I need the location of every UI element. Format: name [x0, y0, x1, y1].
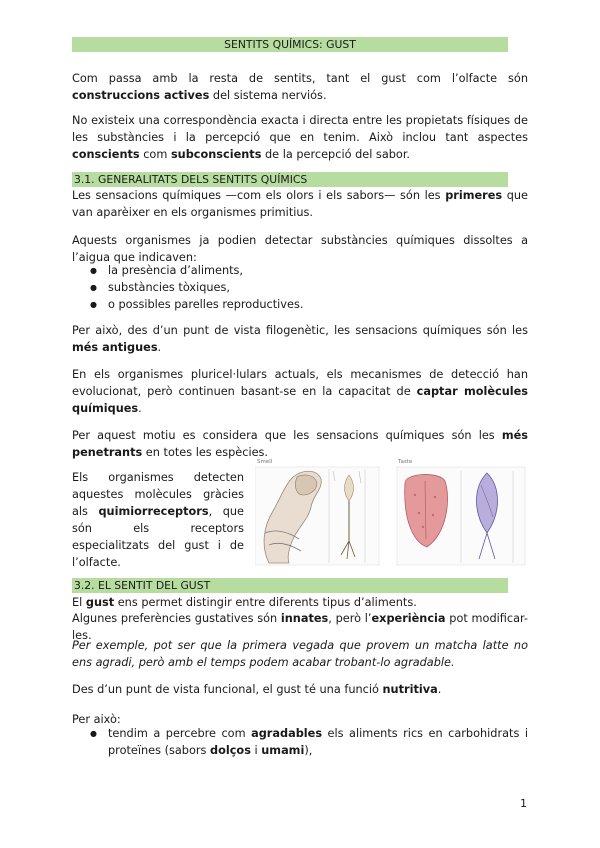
section2-paragraph-1: El gust ens permet distingir entre diferents tipus d’aliments.: [72, 596, 417, 609]
chemoreceptors-figure: [255, 455, 527, 567]
section1-paragraph-2: Aquests organismes ja podien detectar substàncies químiques dissoltes a l’aigua que indicaven:: [72, 234, 528, 264]
taste-illustration: [397, 467, 525, 565]
section-heading-3-1: 3.1. GENERALITATS DELS SENTITS QUÍMICS: [72, 172, 508, 187]
section1-paragraph-3: Per això, des d’un punt de vista filogenètic, les sensacions químiques són les més antigues.: [72, 324, 528, 354]
section2-example-paragraph: Per exemple, pot ser que la primera vegada que provem un matcha latte no ens agradi, però amb el temps podem acabar trobant-lo agradable.: [72, 639, 528, 669]
smell-illustration: [255, 467, 379, 565]
intro-paragraph-1: Com passa amb la resta de sentits, tant el gust com l’olfacte són construccions actives del sistema nerviós.: [72, 72, 528, 102]
section2-paragraph-5: Per això:: [72, 713, 121, 726]
list-item: ● o possibles parelles reproductives.: [90, 296, 510, 313]
intro-paragraph-2: No existeix una correspondència exacta i directa entre les propietats físiques de les substàncies i la percepció que en tenim. Això inclou tant aspectes conscients com subconscients de la percepció del sabor.: [72, 114, 528, 161]
section1-paragraph-5: Per aquest motiu es considera que les sensacions químiques són les més penetrants en totes les espècies.: [72, 429, 528, 459]
list-item: ● la presència d’aliments,: [90, 262, 510, 279]
list-item: ● substàncies tòxiques,: [90, 279, 510, 296]
section2-bullet-list: [90, 725, 528, 759]
section2-paragraph-2: Algunes preferències gustatives són innates, però l’experiència pot modificar-les.: [72, 612, 529, 642]
section1-paragraph-4: En els organismes pluricel·lulars actuals, els mecanismes de detecció han evolucionat, però continuen basant-se en la capacitat de captar molècules químiques.: [72, 368, 529, 415]
page-title: SENTITS QUÍMICS: GUST: [72, 37, 508, 52]
section-heading-3-2: 3.2. EL SENTIT DEL GUST: [72, 578, 508, 593]
page-number: 1: [520, 797, 527, 810]
figure-label-smell: Smell: [257, 459, 273, 465]
section1-paragraph-6: Els organismes detecten aquestes molècules gràcies als quimiorreceptors, que són els receptors especialitzats del gust i de l’olfacte.: [72, 471, 244, 569]
section1-bullet-list: [90, 262, 510, 313]
figure-label-taste: Taste: [398, 459, 413, 465]
section2-paragraph-4: Des d’un punt de vista funcional, el gust té una funció nutritiva.: [72, 683, 442, 696]
section1-paragraph-1: Les sensacions químiques —com els olors i els sabors— són les primeres que van aparèixer en els organismes primitius.: [72, 189, 528, 219]
list-item: ● tendim a percebre com agradables els aliments rics en carbohidrats i proteïnes (sabors dolços i umami),: [90, 725, 528, 759]
